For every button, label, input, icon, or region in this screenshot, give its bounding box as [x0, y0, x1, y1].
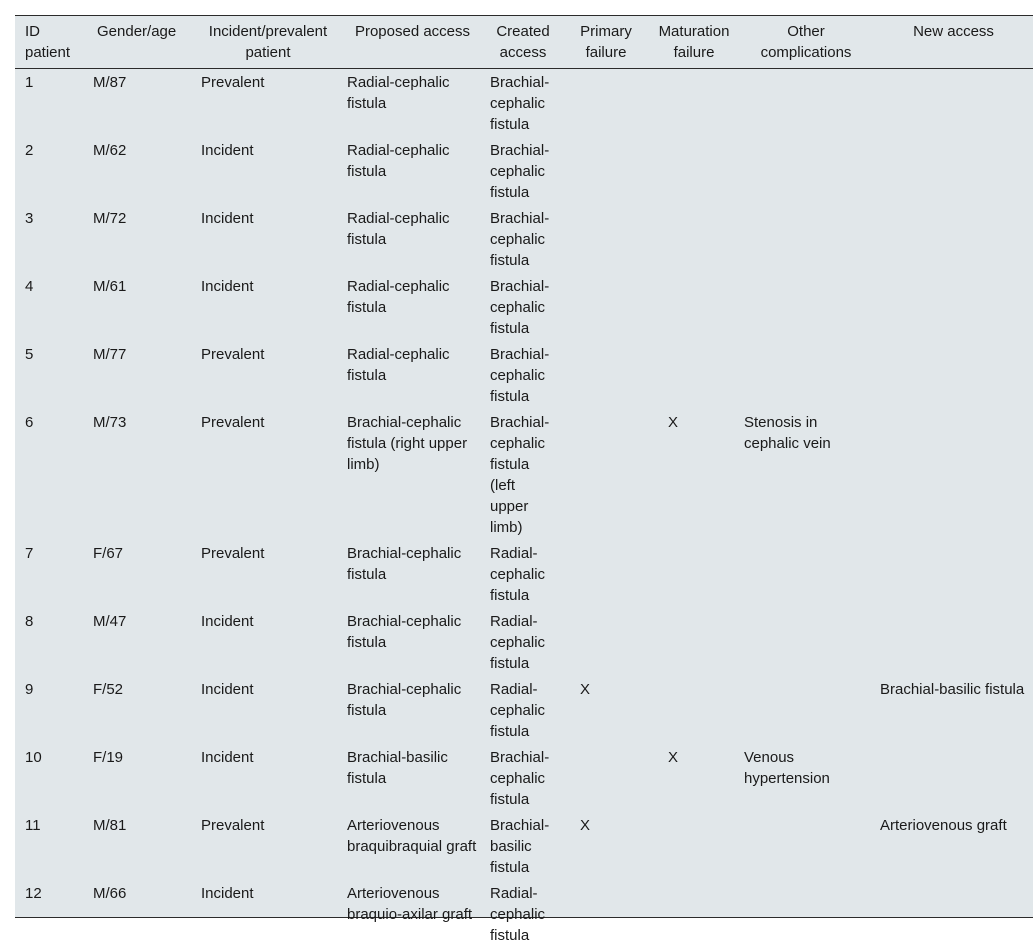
cell-maturation-failure — [650, 341, 738, 409]
cell-incident-prevalent: Incident — [195, 880, 341, 948]
cell-id-patient: 6 — [15, 409, 87, 540]
cell-created-access: Brachial-cephalic fistula — [484, 205, 562, 273]
cell-proposed-access: Brachial-cephalic fistula — [341, 540, 484, 608]
cell-incident-prevalent: Prevalent — [195, 540, 341, 608]
cell-primary-failure: X — [562, 812, 650, 880]
header-row — [15, 16, 1033, 69]
cell-proposed-access: Radial-cephalic fistula — [341, 69, 484, 138]
table-row — [15, 744, 1033, 812]
cell-incident-prevalent: Prevalent — [195, 69, 341, 138]
cell-created-access: Brachial-cephalic fistula — [484, 341, 562, 409]
cell-proposed-access: Arteriovenous braquibraquial graft — [341, 812, 484, 880]
cell-created-access: Brachial-cephalic fistula (left upper limb) — [484, 409, 562, 540]
cell-primary-failure — [562, 608, 650, 676]
table-row — [15, 341, 1033, 409]
cell-incident-prevalent: Incident — [195, 676, 341, 744]
cell-id-patient: 10 — [15, 744, 87, 812]
cell-id-patient: 9 — [15, 676, 87, 744]
cell-id-patient: 8 — [15, 608, 87, 676]
cell-incident-prevalent: Incident — [195, 608, 341, 676]
cell-gender-age: M/73 — [87, 409, 195, 540]
cell-maturation-failure: X — [650, 744, 738, 812]
cell-maturation-failure — [650, 812, 738, 880]
cell-primary-failure — [562, 69, 650, 138]
cell-id-patient: 4 — [15, 273, 87, 341]
cell-gender-age: M/47 — [87, 608, 195, 676]
cell-other-complications — [738, 341, 874, 409]
cell-created-access: Radial-cephalic fistula — [484, 880, 562, 948]
cell-created-access: Brachial-cephalic fistula — [484, 69, 562, 138]
table-row — [15, 812, 1033, 880]
cell-new-access: Brachial-basilic fistula — [874, 676, 1033, 744]
cell-maturation-failure — [650, 137, 738, 205]
patient-table-container — [15, 15, 1033, 918]
cell-new-access — [874, 744, 1033, 812]
patient-access-table — [15, 16, 1033, 948]
table-row — [15, 880, 1033, 948]
cell-gender-age: M/81 — [87, 812, 195, 880]
cell-proposed-access: Arteriovenous braquio-axilar graft — [341, 880, 484, 948]
cell-proposed-access: Radial-cephalic fistula — [341, 137, 484, 205]
cell-incident-prevalent: Incident — [195, 744, 341, 812]
cell-created-access: Brachial-cephalic fistula — [484, 273, 562, 341]
cell-proposed-access: Brachial-cephalic fistula (right upper limb) — [341, 409, 484, 540]
cell-gender-age: F/67 — [87, 540, 195, 608]
header-primary-failure: Primary failure — [562, 16, 650, 69]
cell-maturation-failure — [650, 608, 738, 676]
cell-gender-age: F/19 — [87, 744, 195, 812]
cell-proposed-access: Radial-cephalic fistula — [341, 205, 484, 273]
cell-created-access: Radial-cephalic fistula — [484, 540, 562, 608]
cell-primary-failure — [562, 880, 650, 948]
cell-primary-failure — [562, 409, 650, 540]
cell-incident-prevalent: Prevalent — [195, 812, 341, 880]
table-body — [15, 69, 1033, 948]
cell-id-patient: 1 — [15, 69, 87, 138]
cell-primary-failure — [562, 205, 650, 273]
cell-id-patient: 7 — [15, 540, 87, 608]
cell-other-complications — [738, 137, 874, 205]
cell-new-access: Arteriovenous graft — [874, 812, 1033, 880]
cell-new-access — [874, 205, 1033, 273]
table-row — [15, 69, 1033, 138]
cell-other-complications — [738, 812, 874, 880]
table-row — [15, 205, 1033, 273]
cell-other-complications: Venous hypertension — [738, 744, 874, 812]
header-maturation-failure: Maturation failure — [650, 16, 738, 69]
cell-gender-age: M/87 — [87, 69, 195, 138]
header-other-complications: Other complications — [738, 16, 874, 69]
cell-maturation-failure — [650, 69, 738, 138]
cell-gender-age: M/62 — [87, 137, 195, 205]
cell-maturation-failure: X — [650, 409, 738, 540]
cell-proposed-access: Radial-cephalic fistula — [341, 341, 484, 409]
cell-id-patient: 5 — [15, 341, 87, 409]
cell-primary-failure — [562, 341, 650, 409]
cell-primary-failure — [562, 273, 650, 341]
cell-primary-failure: X — [562, 676, 650, 744]
cell-other-complications — [738, 273, 874, 341]
cell-incident-prevalent: Incident — [195, 273, 341, 341]
cell-maturation-failure — [650, 205, 738, 273]
cell-other-complications — [738, 608, 874, 676]
table-row — [15, 409, 1033, 540]
cell-other-complications — [738, 880, 874, 948]
cell-new-access — [874, 273, 1033, 341]
cell-new-access — [874, 409, 1033, 540]
cell-gender-age: M/66 — [87, 880, 195, 948]
cell-created-access: Radial-cephalic fistula — [484, 676, 562, 744]
cell-other-complications — [738, 676, 874, 744]
cell-primary-failure — [562, 744, 650, 812]
cell-incident-prevalent: Prevalent — [195, 409, 341, 540]
cell-other-complications — [738, 540, 874, 608]
cell-new-access — [874, 608, 1033, 676]
cell-gender-age: M/72 — [87, 205, 195, 273]
cell-new-access — [874, 540, 1033, 608]
cell-incident-prevalent: Prevalent — [195, 341, 341, 409]
cell-new-access — [874, 341, 1033, 409]
cell-new-access — [874, 137, 1033, 205]
table-row — [15, 608, 1033, 676]
cell-maturation-failure — [650, 540, 738, 608]
table-row — [15, 273, 1033, 341]
cell-id-patient: 3 — [15, 205, 87, 273]
cell-new-access — [874, 880, 1033, 948]
cell-proposed-access: Brachial-basilic fistula — [341, 744, 484, 812]
cell-created-access: Brachial-basilic fistula — [484, 812, 562, 880]
cell-created-access: Brachial-cephalic fistula — [484, 137, 562, 205]
cell-other-complications — [738, 205, 874, 273]
cell-proposed-access: Brachial-cephalic fistula — [341, 608, 484, 676]
table-header — [15, 16, 1033, 69]
cell-primary-failure — [562, 137, 650, 205]
cell-maturation-failure — [650, 880, 738, 948]
cell-gender-age: M/61 — [87, 273, 195, 341]
header-gender-age: Gender/age — [87, 16, 195, 69]
cell-maturation-failure — [650, 676, 738, 744]
header-proposed-access: Proposed access — [341, 16, 484, 69]
cell-incident-prevalent: Incident — [195, 137, 341, 205]
cell-created-access: Brachial-cephalic fistula — [484, 744, 562, 812]
cell-maturation-failure — [650, 273, 738, 341]
cell-id-patient: 2 — [15, 137, 87, 205]
table-row — [15, 540, 1033, 608]
cell-gender-age: M/77 — [87, 341, 195, 409]
cell-gender-age: F/52 — [87, 676, 195, 744]
cell-proposed-access: Radial-cephalic fistula — [341, 273, 484, 341]
table-row — [15, 137, 1033, 205]
header-created-access: Created access — [484, 16, 562, 69]
cell-new-access — [874, 69, 1033, 138]
cell-created-access: Radial-cephalic fistula — [484, 608, 562, 676]
cell-id-patient: 11 — [15, 812, 87, 880]
header-new-access: New access — [874, 16, 1033, 69]
cell-primary-failure — [562, 540, 650, 608]
cell-incident-prevalent: Incident — [195, 205, 341, 273]
cell-other-complications: Stenosis in cephalic vein — [738, 409, 874, 540]
cell-id-patient: 12 — [15, 880, 87, 948]
cell-proposed-access: Brachial-cephalic fistula — [341, 676, 484, 744]
table-row — [15, 676, 1033, 744]
header-id-patient: ID patient — [15, 16, 87, 69]
cell-other-complications — [738, 69, 874, 138]
header-incident-prevalent: Incident/prevalent patient — [195, 16, 341, 69]
